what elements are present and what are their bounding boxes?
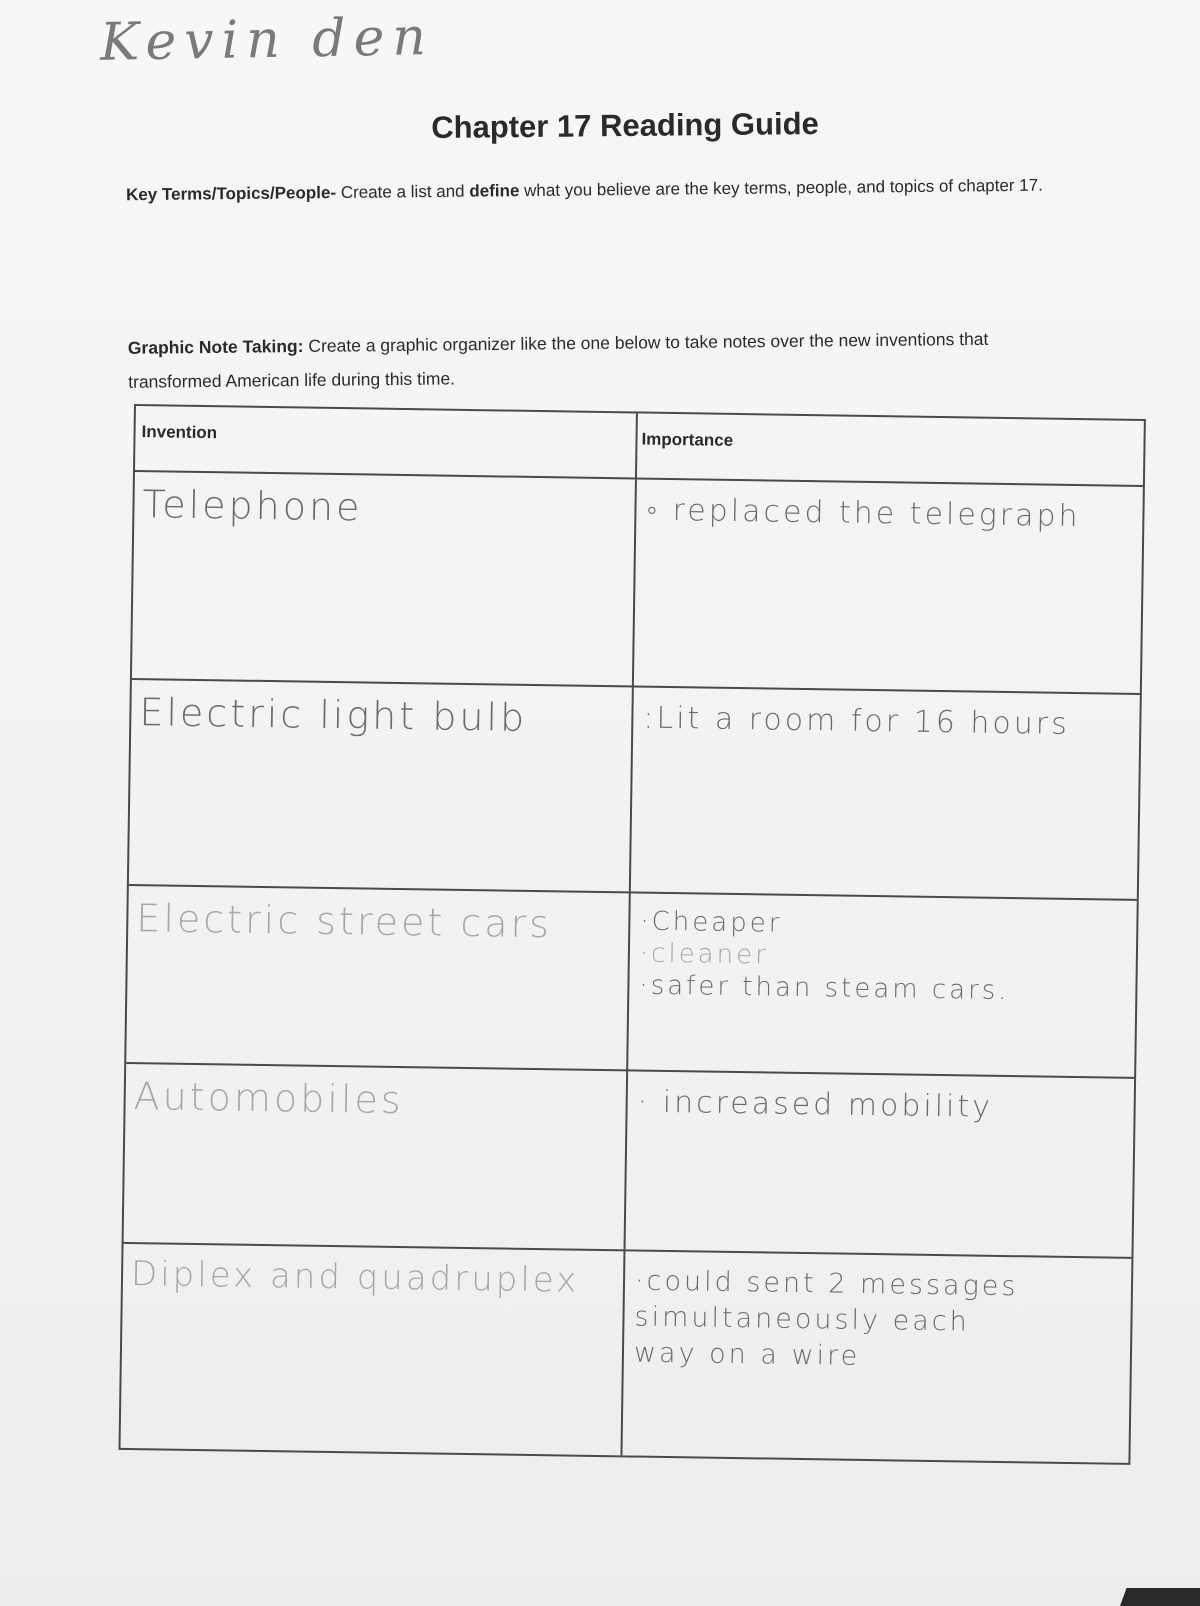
importance-line: way on a wire (633, 1337, 861, 1372)
page-edge-shadow (1120, 1588, 1200, 1606)
key-terms-text-1: Create a list and (335, 181, 470, 203)
importance-cell (637, 1084, 1128, 1129)
importance-line: simultaneously each (634, 1301, 970, 1338)
header-invention: Invention (141, 422, 218, 443)
graphic-note-taking-instructions (128, 321, 1049, 399)
importance-line: · increased mobility (637, 1084, 994, 1125)
importance-cell (639, 906, 1130, 1009)
importance-line: ·safer than steam cars. (639, 970, 1010, 1007)
invention-cell: Automobiles (133, 1074, 404, 1123)
importance-cell (646, 492, 1137, 537)
key-terms-instructions (126, 175, 1126, 205)
graphic-note-taking-text: Create a graphic organizer like the one below to take notes over the new inventions that transformed American life during this time. (128, 328, 989, 392)
invention-organizer-table (118, 404, 1145, 1465)
importance-line: ◦ replaced the telegraph (646, 492, 1081, 535)
student-name: Kevin den (99, 7, 435, 73)
importance-cell (634, 1264, 1126, 1379)
key-terms-label: Key Terms/Topics/People- (125, 183, 337, 205)
invention-cell: Telephone (142, 482, 363, 530)
importance-line: ·cleaner (639, 938, 770, 971)
page-title: Chapter 17 Reading Guide (431, 105, 819, 146)
graphic-note-taking-label: Graphic Note Taking: (127, 335, 304, 358)
table-row (120, 1244, 1131, 1467)
importance-cell (643, 700, 1134, 745)
key-terms-define: define (469, 181, 520, 201)
invention-cell: Electric light bulb (139, 690, 528, 740)
importance-line: ·Cheaper (640, 906, 783, 939)
importance-line: ·could sent 2 messages (634, 1265, 1019, 1303)
header-importance: Importance (641, 429, 734, 450)
table-row (132, 472, 1143, 695)
key-terms-text-2: what you believe are the key terms, people, and topics of chapter 17. (519, 175, 1043, 201)
importance-line: :Lit a room for 16 hours (643, 700, 1070, 742)
invention-cell: Electric street cars (136, 896, 553, 947)
invention-cell: Diplex and quadruplex (130, 1254, 580, 1301)
table-row (124, 1064, 1135, 1259)
table-row (129, 680, 1140, 901)
table-row (126, 886, 1137, 1079)
